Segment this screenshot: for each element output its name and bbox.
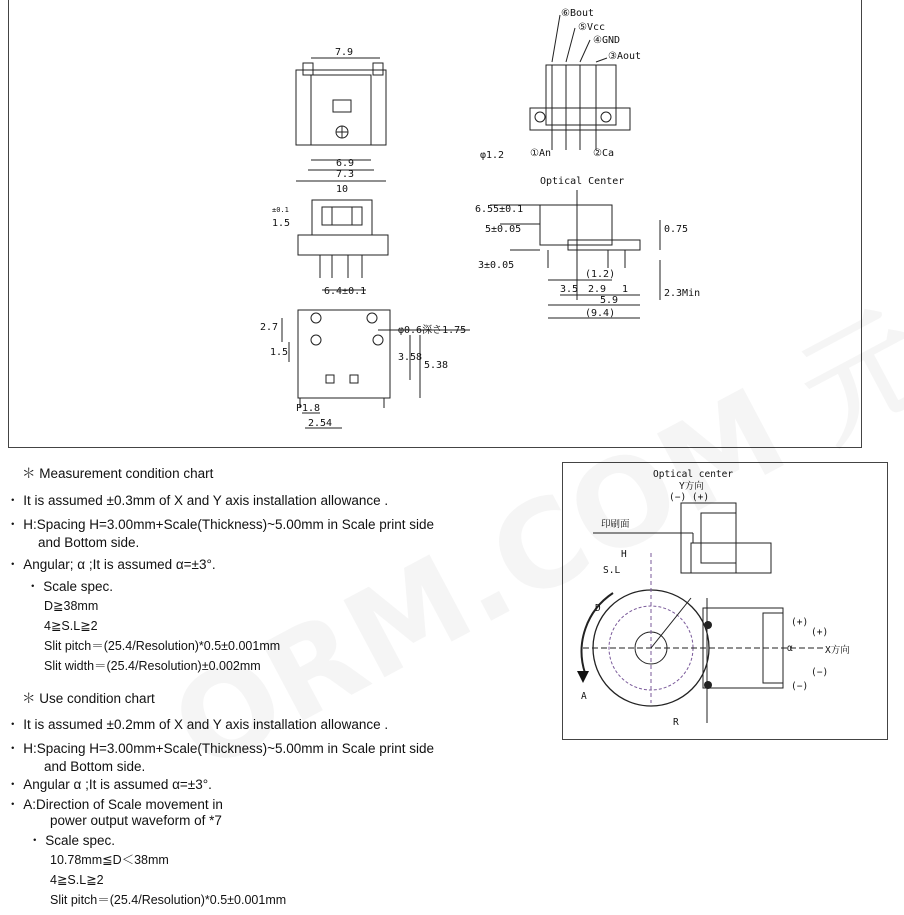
hole-dim-12: φ1.2 — [480, 150, 505, 161]
use-note-2a: ・ H:Spacing H=3.00mm+Scale(Thickness)~5.00mm in Scale print side — [6, 741, 435, 756]
dim-6-9: 6.9 — [336, 158, 355, 169]
dim-3: 3±0.05 — [478, 260, 515, 271]
use-note-3: ・ Angular α ;It is assumed α=±3°. — [6, 777, 212, 792]
dim-5: 5±0.05 — [485, 224, 522, 235]
inset-alpha: α — [787, 643, 793, 654]
measure-spec-title: ・ Scale spec. — [26, 579, 114, 594]
dim-7-3: 7.3 — [336, 169, 355, 180]
use-spec-3: Slit pitch＝(25.4/Resolution)*0.5±0.001mm — [50, 893, 287, 907]
dim-6-55: 6.55±0.1 — [475, 204, 524, 215]
inset-a-label: A — [581, 691, 587, 702]
dim-1: 1 — [622, 284, 629, 295]
pin-ca-label: ②Ca — [593, 148, 615, 159]
dim-0-75: 0.75 — [664, 224, 689, 235]
technical-drawing — [0, 0, 904, 450]
dim-2-9: 2.9 — [588, 284, 607, 295]
dim-3-58: 3.58 — [398, 352, 423, 363]
pin-gnd-label: ④GND — [593, 35, 621, 46]
use-note-4a: ・ A:Direction of Scale movement in — [6, 797, 223, 812]
use-spec-2: 4≧S.L≧2 — [50, 873, 104, 887]
use-note-2b: and Bottom side. — [44, 759, 146, 774]
measure-spec-3: Slit pitch＝(25.4/Resolution)*0.5±0.001mm — [44, 639, 281, 653]
dim-1-5: 1.5 — [272, 218, 291, 229]
use-note-4b: power output waveform of *7 — [50, 813, 222, 828]
dim-2-3min: 2.3Min — [664, 288, 701, 299]
use-spec-1: 10.78mm≦D＜38mm — [50, 853, 169, 867]
use-note-1: ・ It is assumed ±0.2mm of X and Y axis installation allowance . — [6, 717, 389, 732]
measure-title: ＊ Measurement condition chart — [22, 466, 214, 481]
inset-optical-center: Optical center — [653, 469, 734, 480]
measure-spec-2: 4≧S.L≧2 — [44, 619, 98, 633]
measure-note-2a: ・ H:Spacing H=3.00mm+Scale(Thickness)~5.00mm in Scale print side — [6, 517, 435, 532]
measure-spec-1: D≧38mm — [44, 599, 99, 613]
hole-depth-dim: φ0.6深さ1.75 — [398, 325, 467, 336]
inset-x-direction: X方向 — [825, 645, 850, 656]
measure-note-2b: and Bottom side. — [38, 535, 140, 550]
measure-spec-4: Slit width＝(25.4/Resolution)±0.002mm — [44, 659, 261, 673]
pin-vcc-label: ⑤Vcc — [578, 22, 606, 33]
measure-note-1: ・ It is assumed ±0.3mm of X and Y axis installation allowance . — [6, 493, 389, 508]
optical-center-label: Optical Center — [540, 176, 625, 187]
dim-2-7: 2.7 — [260, 322, 279, 333]
dim-6-4: 6.4±0.1 — [324, 286, 367, 297]
inset-sl-label: S.L — [603, 565, 621, 576]
inset-r-label: R — [673, 717, 679, 728]
inset-minus-2: (−) — [811, 667, 829, 678]
dim-5-38: 5.38 — [424, 360, 449, 371]
dim-10: 10 — [336, 184, 349, 195]
dim-9-4: (9.4) — [585, 308, 616, 319]
dim-3-5: 3.5 — [560, 284, 579, 295]
pin-aout-label: ③Aout — [608, 51, 642, 62]
dim-1-2: (1.2) — [585, 269, 616, 280]
pin-an-label: ①An — [530, 148, 552, 159]
inset-diagram — [562, 462, 888, 740]
dim-1-5-bottom: 1.5 — [270, 347, 289, 358]
pin-bout-label: ⑥Bout — [561, 8, 595, 19]
use-title: ＊ Use condition chart — [22, 691, 155, 706]
pitch-dim: P1.8 — [296, 403, 321, 414]
dim-1-5-tol: ±0.1 — [272, 206, 289, 214]
inset-y-direction: Y方向 — [679, 481, 704, 492]
dim-7-9: 7.9 — [335, 47, 354, 58]
inset-y-range: (−) (+) — [669, 492, 710, 503]
dim-5-9: 5.9 — [600, 295, 619, 306]
inset-d-label: D — [595, 603, 601, 614]
measure-note-3: ・ Angular; α ;It is assumed α=±3°. — [6, 557, 216, 572]
dim-2-54: 2.54 — [308, 418, 333, 429]
inset-minus-1: (−) — [791, 681, 809, 692]
inset-svg — [563, 463, 887, 739]
inset-plus-2: (+) — [811, 627, 829, 638]
inset-print-face: 印刷面 — [601, 519, 630, 530]
inset-plus-1: (+) — [791, 617, 809, 628]
use-spec-title: ・ Scale spec. — [28, 833, 116, 848]
inset-h-label: H — [621, 549, 627, 560]
